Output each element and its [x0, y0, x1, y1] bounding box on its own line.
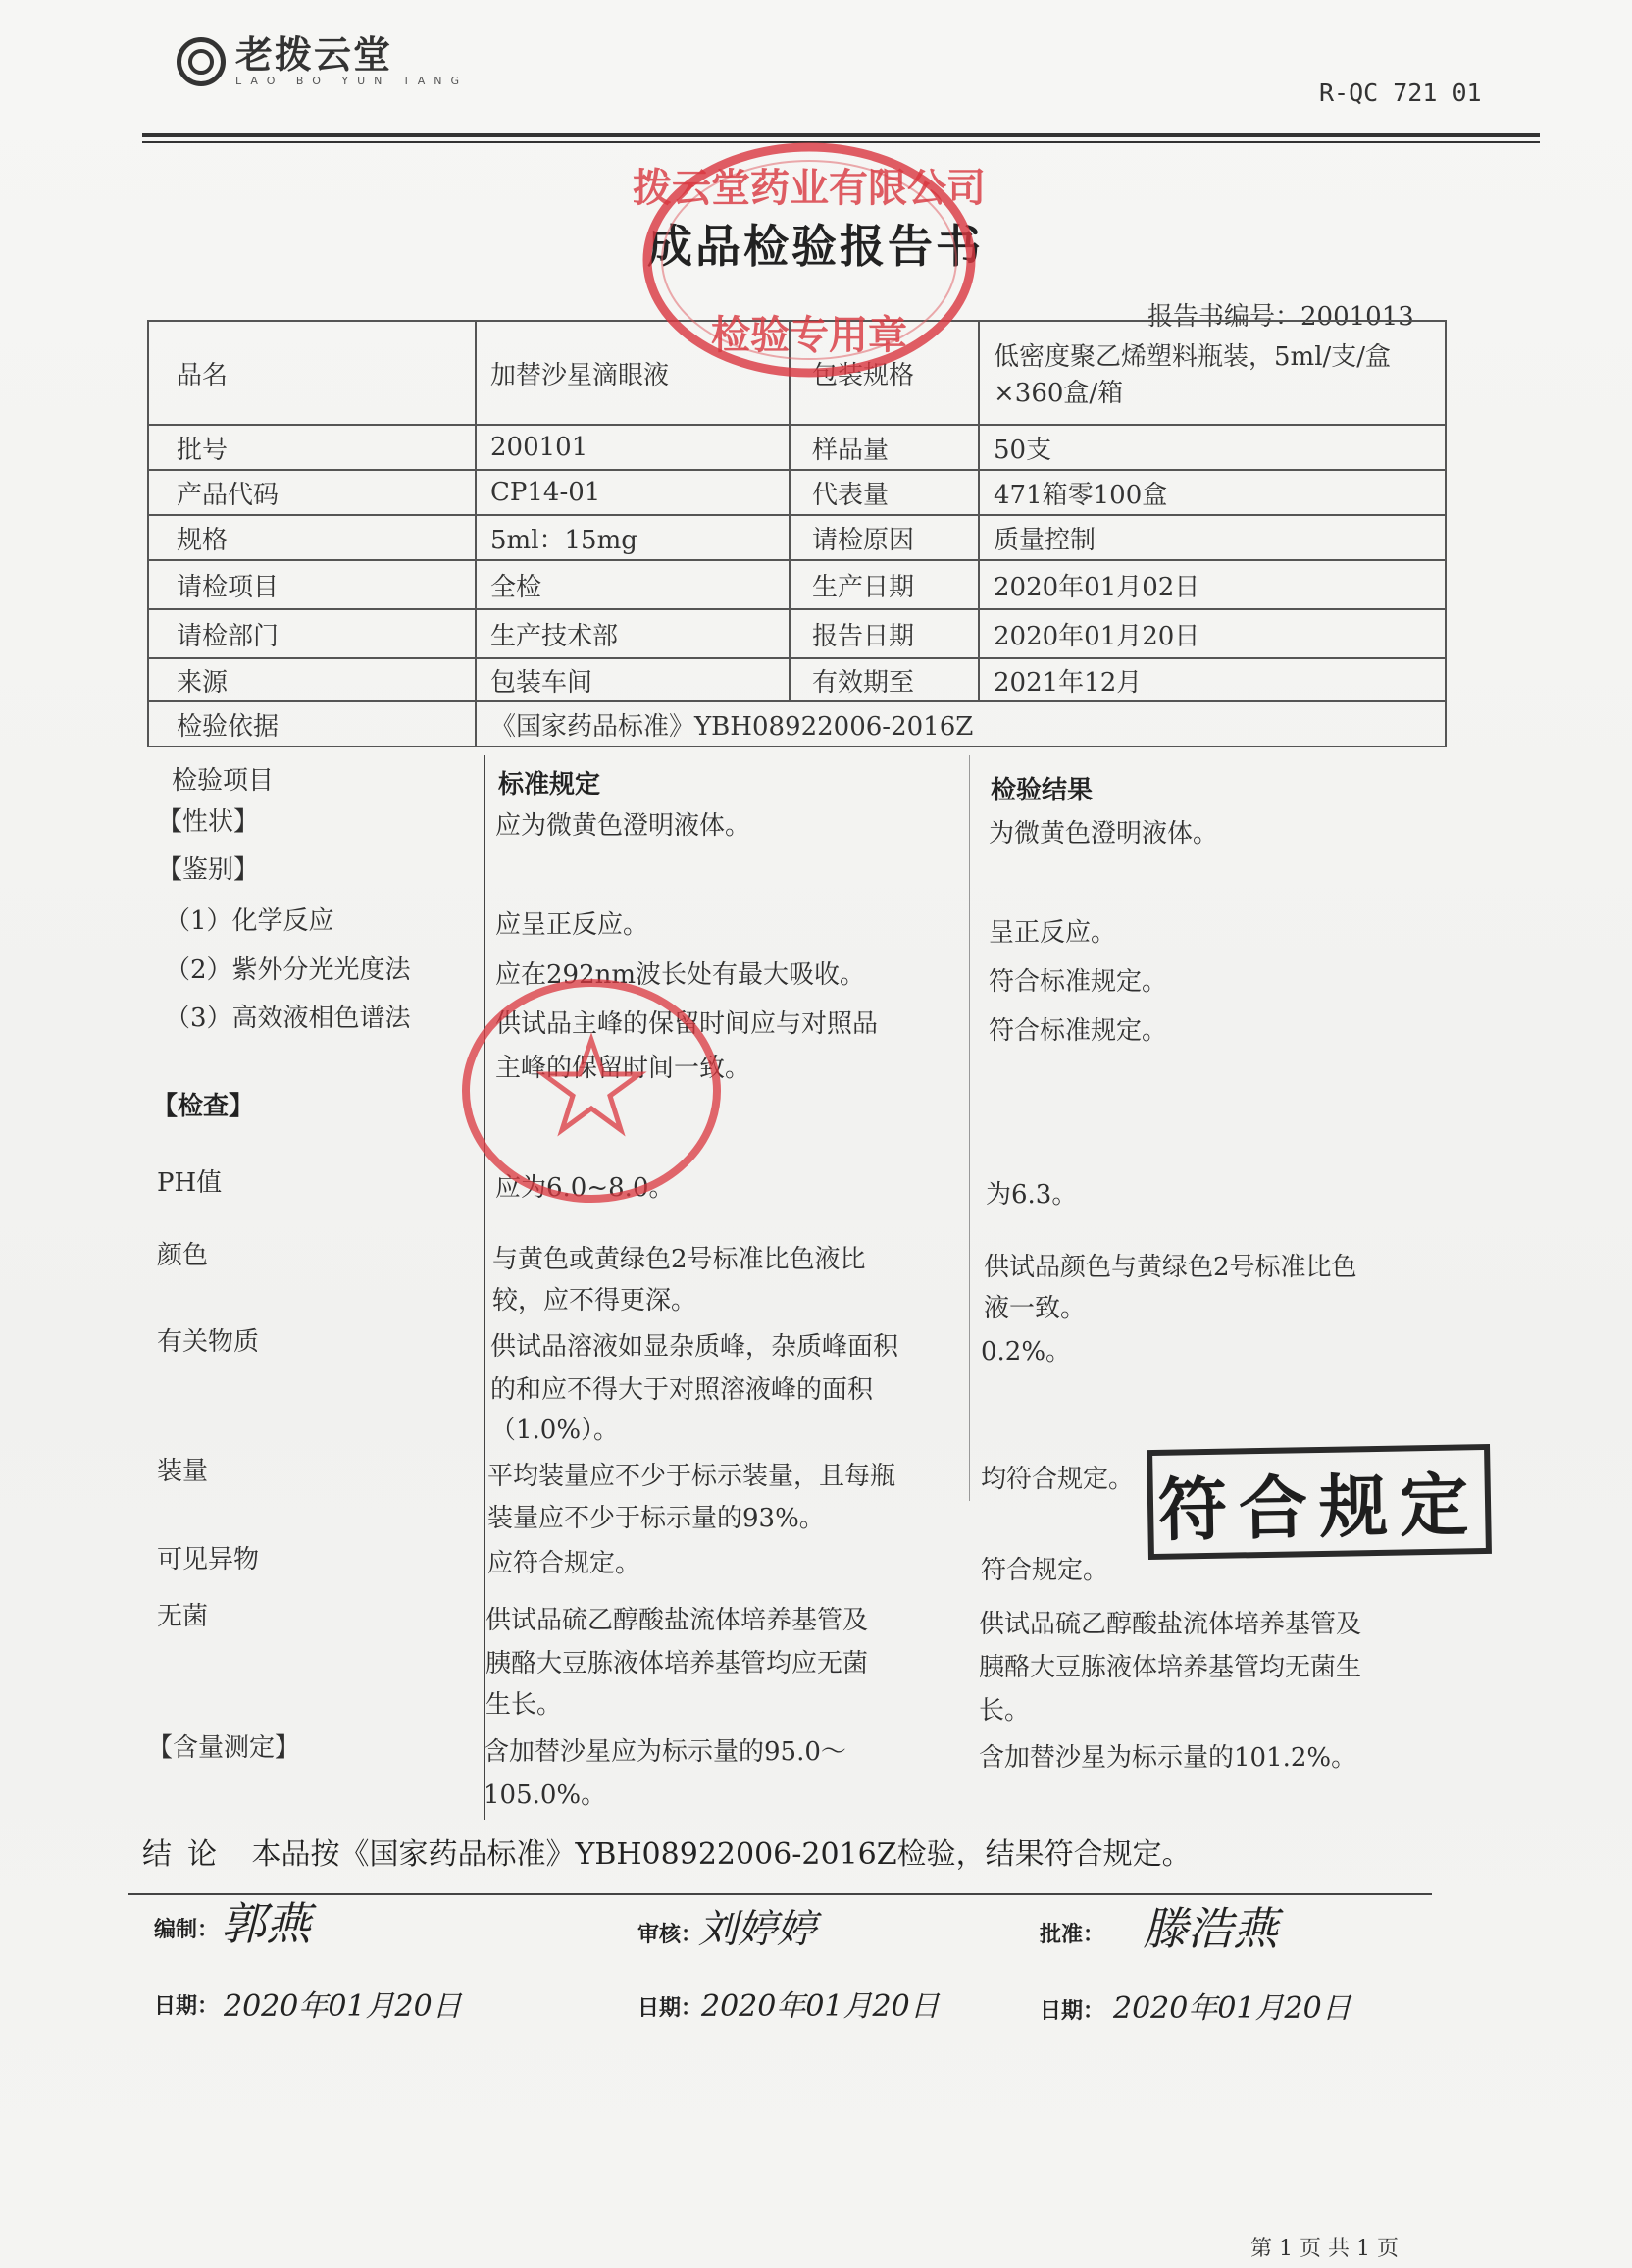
label-expiry: 有效期至: [790, 658, 979, 701]
value-report-date: 2020年01月20日: [979, 609, 1446, 658]
value-batch: 200101: [476, 425, 790, 470]
label-item: 请检项目: [148, 560, 476, 609]
label-report-date: 报告日期: [790, 609, 979, 658]
item-fill: 装量: [157, 1457, 209, 1486]
header-standard: 标准规定: [498, 770, 601, 799]
item-uv: （2）紫外分光光度法: [165, 955, 411, 985]
value-code: CP14-01: [476, 470, 790, 515]
value-dept: 生产技术部: [476, 609, 790, 658]
conclusion-text: 本品按《国家药品标准》YBH08922006-2016Z检验，结果符合规定。: [251, 1837, 1192, 1872]
reviewed-date: 2020年01月20日: [701, 1989, 940, 2024]
label-prod-date: 生产日期: [790, 560, 979, 609]
value-rep: 471箱零100盒: [979, 470, 1446, 515]
approved-date: 2020年01月20日: [1113, 1991, 1352, 2026]
label-product-name: 品名: [148, 321, 476, 425]
value-package: [979, 321, 1446, 425]
res-sterile-3: 长。: [979, 1696, 1031, 1726]
std-ph: 应为6.0~8.0。: [495, 1173, 675, 1203]
item-visible: 可见异物: [157, 1545, 260, 1574]
page-title: 成品检验报告书: [647, 220, 984, 273]
header-result: 检验结果: [991, 776, 1094, 805]
value-spec: 5ml：15mg: [476, 515, 790, 560]
label-code: 产品代码: [148, 470, 476, 515]
res-color-1: 供试品颜色与黄绿色2号标准比色: [984, 1253, 1357, 1282]
res-chem: 呈正反应。: [989, 918, 1117, 948]
std-xingzhuang: 应为微黄色澄明液体。: [495, 811, 751, 841]
item-color: 颜色: [157, 1241, 209, 1270]
section-jiancha: 【检查】: [152, 1092, 255, 1121]
compiled-date: 2020年01月20日: [224, 1989, 462, 2024]
item-chem: （1）化学反应: [165, 906, 334, 936]
info-table: [147, 320, 1447, 747]
item-hplc: （3）高效液相色谱法: [165, 1004, 411, 1033]
approved-label: 批准：: [1040, 1923, 1105, 1947]
std-sterile-1: 供试品硫乙醇酸盐流体培养基管及: [485, 1606, 869, 1635]
std-related-2: 的和应不得大于对照溶液峰的面积: [490, 1375, 874, 1405]
header-item: 检验项目: [172, 766, 275, 796]
std-assay-1: 含加替沙星应为标示量的95.0～: [484, 1737, 846, 1767]
res-xingzhuang: 为微黄色澄明液体。: [989, 819, 1219, 849]
label-package: 包装规格: [790, 321, 979, 425]
value-source: 包装车间: [476, 658, 790, 701]
svg-text:拨云堂药业有限公司: 拨云堂药业有限公司: [633, 166, 986, 211]
label-reason: 请检原因: [790, 515, 979, 560]
res-assay: 含加替沙星为标示量的101.2%。: [979, 1743, 1357, 1773]
value-reason: 质量控制: [979, 515, 1446, 560]
approved-signature: 滕浩燕: [1143, 1902, 1278, 1955]
section-jianbie: 【鉴别】: [157, 855, 260, 885]
compiled-label: 编制：: [154, 1918, 220, 1942]
std-uv: 应在292nm波长处有最大吸收。: [495, 960, 866, 990]
reviewed-signature: 刘婷婷: [698, 1907, 816, 1952]
std-fill-1: 平均装量应不少于标示装量，且每瓶: [487, 1462, 896, 1491]
header-rule-thick: [142, 133, 1540, 137]
res-related: 0.2%。: [981, 1337, 1072, 1366]
section-xingzhuang: 【性状】: [157, 807, 260, 837]
label-sample: 样品量: [790, 425, 979, 470]
item-related: 有关物质: [157, 1327, 260, 1357]
std-fill-2: 装量应不少于标示量的93%。: [487, 1504, 825, 1533]
value-sample: 50支: [979, 425, 1446, 470]
std-sterile-2: 胰酪大豆胨液体培养基管均应无菌: [485, 1649, 869, 1678]
std-hplc-2: 主峰的保留时间一致。: [495, 1054, 751, 1083]
value-expiry: 2021年12月: [979, 658, 1446, 701]
section-assay: 【含量测定】: [147, 1733, 301, 1763]
column-divider-right: [969, 755, 970, 1501]
label-source: 来源: [148, 658, 476, 701]
res-sterile-2: 胰酪大豆胨液体培养基管均无菌生: [979, 1653, 1362, 1682]
logo-name-cn: 老拨云堂: [235, 33, 393, 77]
report-number: 报告书编号：2001013: [1148, 302, 1414, 332]
conform-stamp: 符合规定: [1147, 1444, 1492, 1560]
item-sterile: 无菌: [157, 1602, 209, 1631]
res-ph: 为6.3。: [986, 1180, 1078, 1210]
conclusion-label: 结论: [142, 1837, 232, 1872]
logo-swirl-icon: [177, 37, 226, 86]
res-uv: 符合标准规定。: [989, 967, 1168, 997]
res-sterile-1: 供试品硫乙醇酸盐流体培养基管及: [979, 1610, 1362, 1639]
company-logo: [177, 35, 468, 87]
value-basis: 《国家药品标准》YBH08922006-2016Z: [476, 701, 1446, 747]
res-hplc: 符合标准规定。: [989, 1016, 1168, 1046]
std-color-1: 与黄色或黄绿色2号标准比色液比: [492, 1245, 866, 1274]
std-sterile-3: 生长。: [485, 1690, 563, 1720]
label-rep: 代表量: [790, 470, 979, 515]
svg-text:检验专用章: 检验专用章: [711, 313, 907, 358]
res-visible: 符合规定。: [981, 1556, 1109, 1585]
value-product-name: 加替沙星滴眼液: [476, 321, 790, 425]
page-number: 第 1 页 共 1 页: [1250, 2237, 1399, 2261]
std-chem: 应呈正反应。: [495, 910, 649, 940]
compiled-signature: 郭燕: [221, 1897, 311, 1950]
res-fill: 均符合规定。: [981, 1465, 1135, 1494]
std-related-1: 供试品溶液如显杂质峰，杂质峰面积: [490, 1332, 899, 1362]
std-related-3: （1.0%）。: [490, 1416, 620, 1445]
label-basis: 检验依据: [148, 701, 476, 747]
value-item: 全检: [476, 560, 790, 609]
approved-date-label: 日期：: [1040, 1999, 1105, 2024]
std-visible: 应符合规定。: [487, 1549, 641, 1578]
label-dept: 请检部门: [148, 609, 476, 658]
package-line-1: 低密度聚乙烯塑料瓶装，5ml/支/盒: [994, 342, 1392, 372]
reviewed-date-label: 日期：: [638, 1996, 703, 2021]
logo-name-en: LAO BO YUN TANG: [235, 75, 469, 87]
compiled-date-label: 日期：: [154, 1994, 220, 2019]
res-color-2: 液一致。: [984, 1294, 1087, 1323]
reviewed-label: 审核：: [638, 1923, 703, 1947]
std-color-2: 较，应不得更深。: [492, 1286, 697, 1315]
value-prod-date: 2020年01月02日: [979, 560, 1446, 609]
package-line-2: ×360盒/箱: [994, 379, 1124, 408]
conclusion: [142, 1830, 1192, 1873]
document-code: R-QC 721 01: [1319, 78, 1482, 107]
std-hplc-1: 供试品主峰的保留时间应与对照品: [495, 1009, 879, 1039]
label-spec: 规格: [148, 515, 476, 560]
item-ph: PH值: [157, 1168, 223, 1198]
label-batch: 批号: [148, 425, 476, 470]
header-rule-thin: [142, 141, 1540, 143]
std-assay-2: 105.0%。: [484, 1780, 607, 1810]
